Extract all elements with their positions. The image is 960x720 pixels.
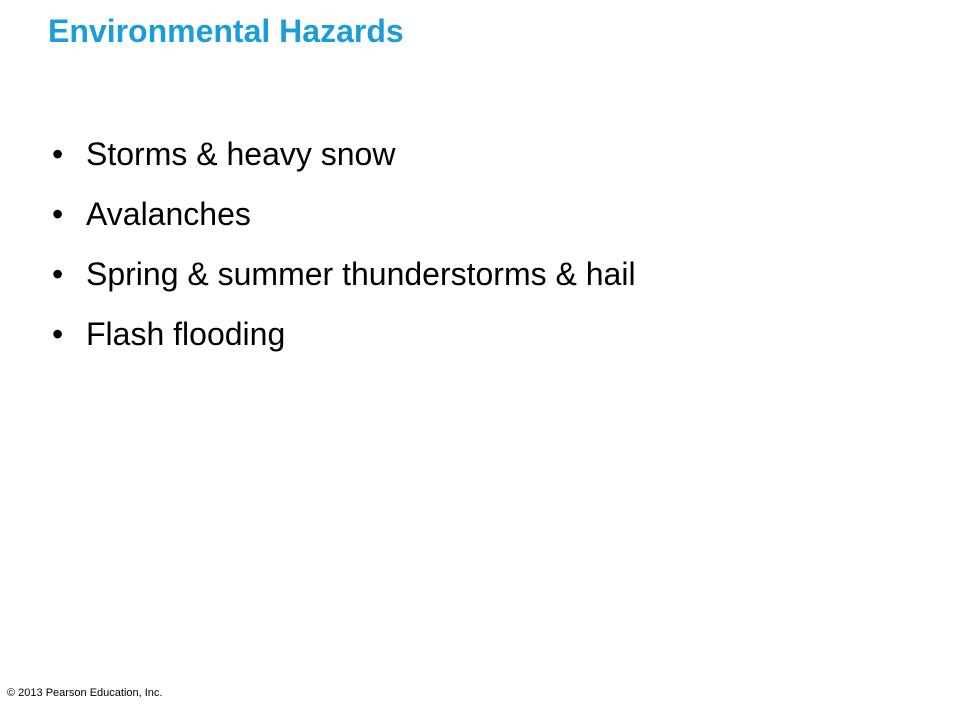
bullet-text: Storms & heavy snow [86, 136, 396, 172]
bullet-icon: • [52, 196, 64, 232]
bullet-item-thunderstorms [52, 250, 636, 310]
bullet-item-flash-flooding [52, 310, 636, 370]
copyright-notice: © 2013 Pearson Education, Inc. [7, 687, 163, 699]
bullet-text: Spring & summer thunderstorms & hail [86, 256, 636, 292]
bullet-icon: • [52, 136, 64, 172]
bullet-item-storms [52, 130, 636, 190]
bullet-list [52, 130, 636, 370]
bullet-text: Flash flooding [86, 316, 286, 352]
bullet-icon: • [52, 316, 64, 352]
slide-title: Environmental Hazards [48, 13, 404, 49]
bullet-item-avalanches [52, 190, 636, 250]
bullet-icon: • [52, 256, 64, 292]
bullet-text: Avalanches [86, 196, 251, 232]
